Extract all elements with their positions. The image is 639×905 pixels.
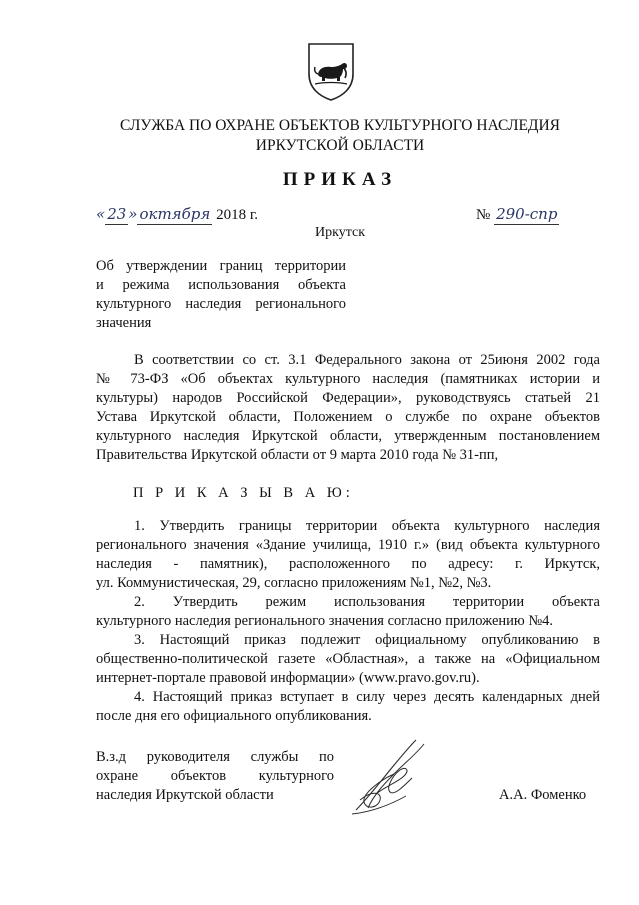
handwritten-signature xyxy=(346,730,436,820)
coat-of-arms-emblem xyxy=(305,40,357,102)
item-line: ул. Коммунистическая, 29, согласно приложениям №1, №2, №3. xyxy=(96,575,492,591)
order-item-4 xyxy=(96,688,600,726)
order-date xyxy=(96,204,258,225)
signature-scribble-icon xyxy=(346,730,436,820)
subject-line: значения xyxy=(96,315,152,331)
item-line: общественно-политической газете «Областная», а также на «Официальном xyxy=(96,651,600,667)
item-line: после дня его официального опубликования. xyxy=(96,708,372,724)
date-day-handwritten: 23 xyxy=(107,205,127,223)
number-handwritten: 290-спр xyxy=(496,205,558,223)
org-name-line-2: ИРКУТСКОЙ ОБЛАСТИ xyxy=(255,137,425,154)
signatory-position-line: В.з.д руководителя службы по xyxy=(96,749,334,765)
issue-city: Иркутск xyxy=(314,225,366,240)
item-line: 4. Настоящий приказ вступает в силу через десять календарных дней xyxy=(134,689,600,705)
item-line: наследия - памятник), расположенного по адресу: г. Иркутск, xyxy=(96,556,600,572)
document-type-title: ПРИКАЗ xyxy=(282,169,398,190)
item-line: 1. Утвердить границы территории объекта культурного наследия xyxy=(134,518,600,534)
signatory-name: А.А. Фоменко xyxy=(499,787,587,803)
preamble-paragraph xyxy=(96,351,600,465)
babr-emblem-icon xyxy=(305,40,357,102)
item-line: интернет-портале правовой информации» (www.pravo.gov.ru). xyxy=(96,670,480,686)
order-items xyxy=(96,517,600,726)
preamble-line: культурного наследия Иркутской области, утвержденным постановлением xyxy=(96,428,600,444)
org-name-line-1: СЛУЖБА ПО ОХРАНЕ ОБЪЕКТОВ КУЛЬТУРНОГО НАСЛЕДИЯ xyxy=(119,117,561,134)
order-item-3 xyxy=(96,631,600,688)
item-line: 3. Настоящий приказ подлежит официальному опубликованию в xyxy=(134,632,600,648)
preamble-line: В соответствии со ст. 3.1 Федерального закона от 25июня 2002 года xyxy=(134,352,600,368)
preamble-line: Правительства Иркутской области от 9 марта 2010 года № 31-пп, xyxy=(96,447,499,463)
date-close-quote: » xyxy=(128,205,138,223)
signatory-position xyxy=(96,748,334,805)
date-year: 2018 г. xyxy=(216,207,259,223)
number-prefix: № xyxy=(476,207,491,223)
item-line: регионального значения «Здание училища, 1910 г.» (вид объекта культурного xyxy=(96,537,600,553)
order-operative-word: П Р И К А З Ы В А Ю: xyxy=(133,485,354,501)
date-open-quote: « xyxy=(96,205,106,223)
order-number xyxy=(476,204,559,225)
signatory-position-line: охране объектов культурного xyxy=(96,768,334,784)
preamble-line: Устава Иркутской области, Положением о службе по охране объектов xyxy=(96,409,600,425)
order-subject xyxy=(96,257,346,333)
subject-line: Об утверждении границ территории xyxy=(96,258,346,274)
subject-line: культурного наследия регионального xyxy=(96,296,346,312)
item-line: 2. Утвердить режим использования территории объекта xyxy=(134,594,600,610)
organization-name xyxy=(60,116,620,156)
preamble-line: № 73-ФЗ «Об объектах культурного наследия (памятниках истории и xyxy=(96,371,600,387)
item-line: культурного наследия регионального значения согласно приложению №4. xyxy=(96,613,554,629)
order-item-2 xyxy=(96,593,600,631)
signatory-position-line: наследия Иркутской области xyxy=(96,787,274,803)
order-item-1 xyxy=(96,517,600,593)
preamble-line: культуры) народов Российской Федерации», руководствуясь статьей 21 xyxy=(96,390,600,406)
subject-line: и режима использования объекта xyxy=(96,277,346,293)
date-month-handwritten: октября xyxy=(139,205,211,223)
